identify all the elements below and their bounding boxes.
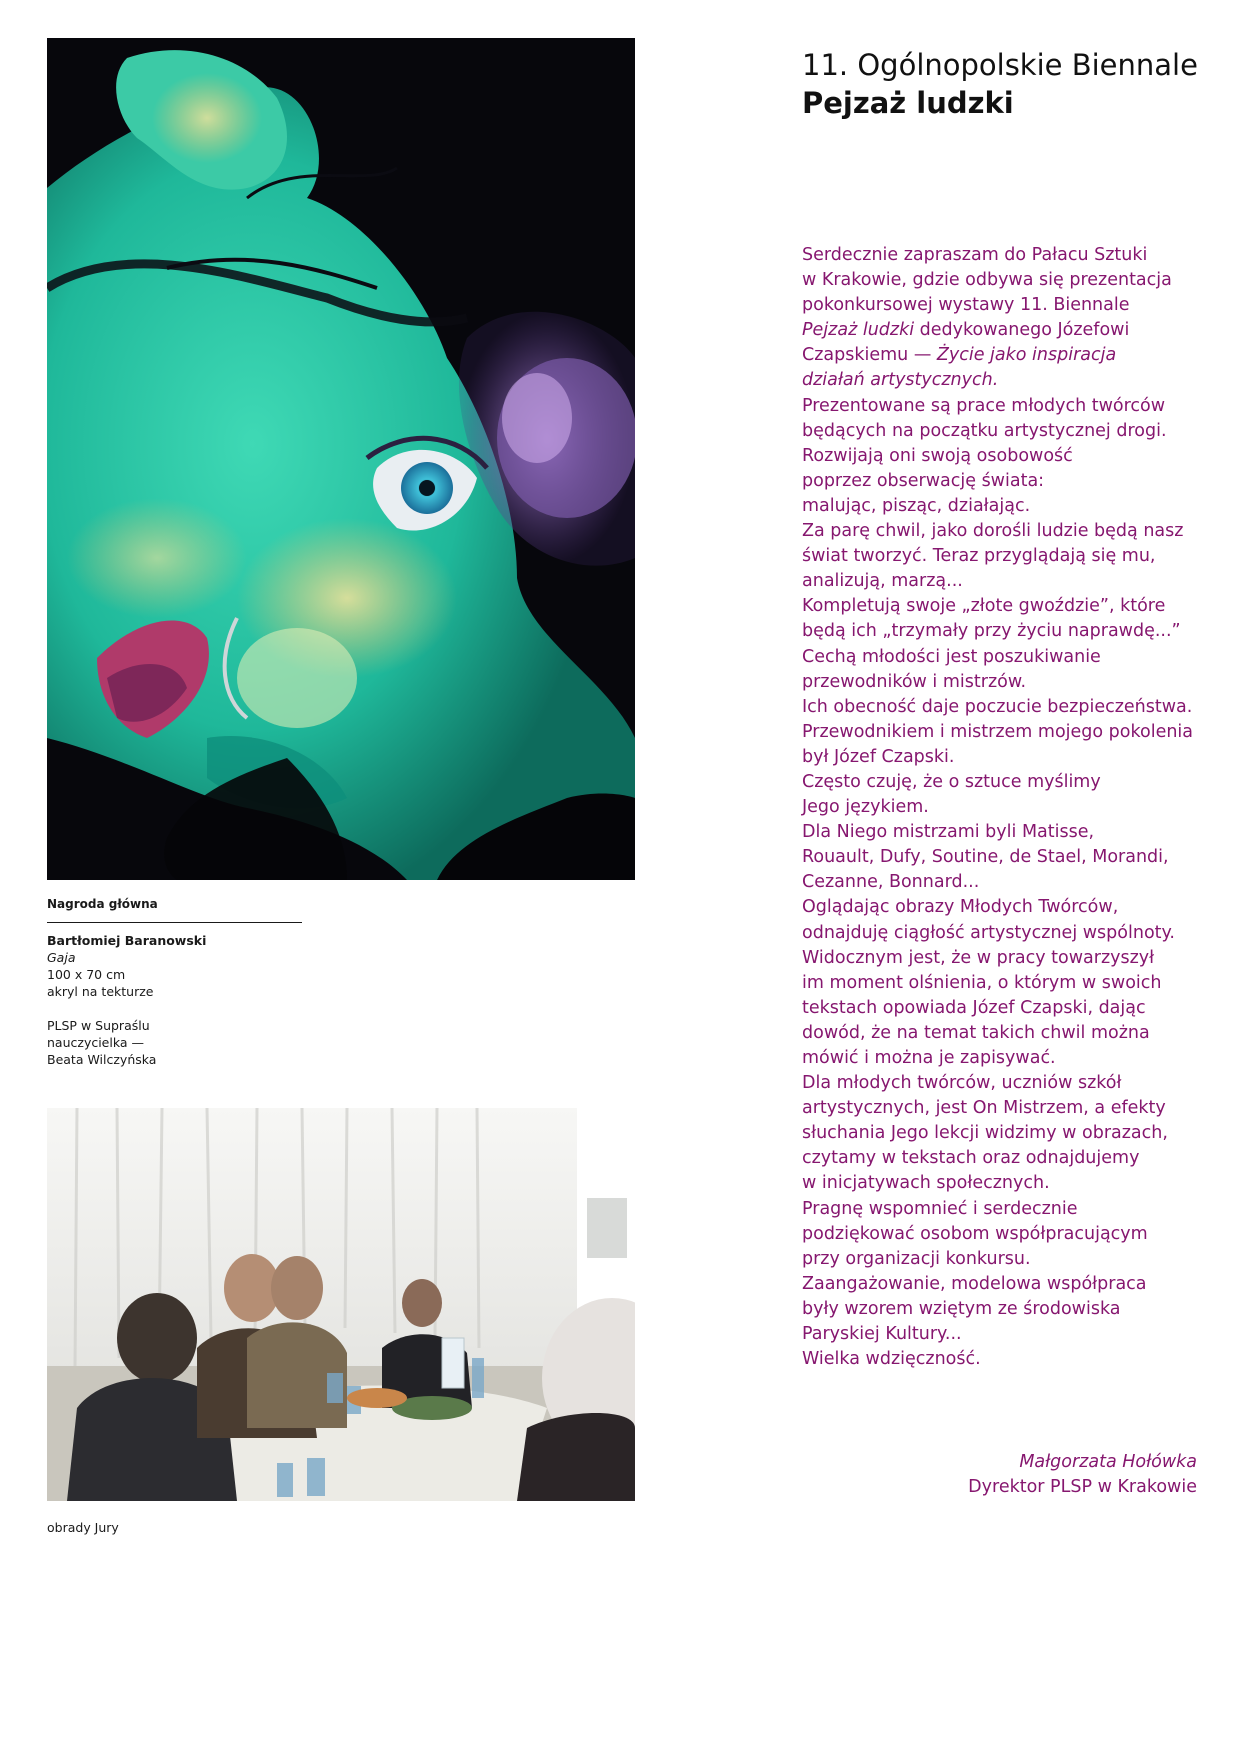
teacher-name: Beata Wilczyńska <box>47 1052 157 1067</box>
teacher-label: nauczycielka — <box>47 1035 144 1050</box>
body-line <box>802 1046 1202 1071</box>
body-line <box>802 745 1202 770</box>
body-line-text: w Krakowie, gdzie odbywa się prezentacja <box>802 270 1172 291</box>
body-line <box>802 870 1202 895</box>
body-line <box>802 293 1202 318</box>
body-line-text: Rozwijają oni swoją osobowość <box>802 445 1073 466</box>
body-line <box>802 1272 1202 1297</box>
body-line-text: Kompletują swoje „złote gwoździe”, które <box>802 596 1166 617</box>
body-line-text: przy organizacji konkursu. <box>802 1248 1031 1269</box>
body-line <box>802 619 1202 644</box>
body-line-text: Przewodnikiem i mistrzem mojego pokolenia <box>802 721 1194 742</box>
body-line-text: Pragnę wspomnieć i serdecznie <box>802 1198 1078 1219</box>
body-line-text: Oglądając obrazy Młodych Twórców, <box>802 897 1119 918</box>
body-line-text: przewodników i mistrzów. <box>802 671 1027 692</box>
artwork-caption <box>47 896 307 1068</box>
body-line <box>802 895 1202 920</box>
body-line-text: podziękować osobom współpracującym <box>802 1223 1148 1244</box>
artist-name: Bartłomiej Baranowski <box>47 933 207 948</box>
body-line <box>802 1021 1202 1046</box>
body-line <box>802 645 1202 670</box>
body-line-text: Często czuję, że o sztuce myślimy <box>802 771 1101 792</box>
body-line-text: słuchania Jego lekcji widzimy w obrazach, <box>802 1123 1168 1144</box>
body-line <box>802 318 1202 343</box>
body-line <box>802 243 1202 268</box>
body-line <box>802 795 1202 820</box>
body-line-text: artystycznych, jest On Mistrzem, a efekty <box>802 1098 1166 1119</box>
body-line <box>802 670 1202 695</box>
body-line-text: był Józef Czapski. <box>802 746 955 767</box>
body-line <box>802 1197 1202 1222</box>
work-dimensions: 100 x 70 cm <box>47 967 126 982</box>
body-line-text: odnajduję ciągłość artystycznej wspólnoty. <box>802 922 1175 943</box>
body-line <box>802 1071 1202 1096</box>
body-line <box>802 921 1202 946</box>
body-line <box>802 1146 1202 1171</box>
body-line-text: Za parę chwil, jako dorośli ludzie będą nasz <box>802 521 1184 542</box>
body-line-text: Rouault, Dufy, Soutine, de Stael, Morandi, <box>802 847 1169 868</box>
body-line-text: poprzez obserwację świata: <box>802 470 1045 491</box>
body-line-italic: Życie jako inspiracja <box>936 345 1117 366</box>
body-line <box>802 494 1202 519</box>
caption-gap <box>47 1000 307 1017</box>
body-line-text: dedykowanego Józefowi <box>914 320 1130 341</box>
body-line-text: malując, pisząc, działając. <box>802 495 1031 516</box>
body-line-text: Prezentowane są prace młodych twórców <box>802 395 1166 416</box>
work-title: Gaja <box>47 950 76 965</box>
body-line-text: Wielka wdzięczność. <box>802 1349 981 1370</box>
work-medium: akryl na tekturze <box>47 984 154 999</box>
body-line <box>802 569 1202 594</box>
body-line-text: Jego językiem. <box>802 797 929 818</box>
body-line <box>802 845 1202 870</box>
body-line <box>802 1247 1202 1272</box>
body-line-text: Czapskiemu — <box>802 345 937 366</box>
body-line <box>802 1347 1202 1372</box>
body-line-text: Widocznym jest, że w pracy towarzyszył <box>802 947 1155 968</box>
body-line-text: będących na początku artystycznej drogi. <box>802 420 1167 441</box>
body-line <box>802 544 1202 569</box>
body-line <box>802 946 1202 971</box>
award-label: Nagroda główna <box>47 897 158 911</box>
body-line <box>802 1322 1202 1347</box>
page-heading <box>802 46 1198 122</box>
page-subtitle: Pejzaż ludzki <box>802 86 1014 120</box>
page-title: 11. Ogólnopolskie Biennale <box>802 48 1198 82</box>
jury-photo <box>47 1108 635 1501</box>
body-line <box>802 469 1202 494</box>
body-line <box>802 1096 1202 1121</box>
body-line <box>802 720 1202 745</box>
body-line-text: Dla Niego mistrzami byli Matisse, <box>802 822 1095 843</box>
jury-photo-illustration <box>47 1108 635 1501</box>
body-line-text: analizują, marzą... <box>802 571 963 592</box>
body-line <box>802 1121 1202 1146</box>
body-line-text: Cechą młodości jest poszukiwanie <box>802 646 1101 667</box>
body-line-italic: działań artystycznych. <box>802 370 999 391</box>
body-line <box>802 394 1202 419</box>
body-line <box>802 971 1202 996</box>
body-line <box>802 996 1202 1021</box>
painting-illustration <box>47 38 635 880</box>
body-line-text: Paryskiej Kultury... <box>802 1324 962 1345</box>
body-line-text: Zaangażowanie, modelowa współpraca <box>802 1273 1147 1294</box>
body-line-text: mówić i można je zapisywać. <box>802 1048 1056 1068</box>
body-line <box>802 519 1202 544</box>
body-line <box>802 594 1202 619</box>
school-line: PLSP w Supraślu <box>47 1018 150 1033</box>
body-text <box>802 243 1202 1372</box>
body-line <box>802 343 1202 368</box>
body-line <box>802 1171 1202 1196</box>
signature <box>968 1450 1197 1500</box>
body-line <box>802 368 1202 393</box>
body-line-text: pokonkursowej wystawy 11. Biennale <box>802 295 1130 316</box>
body-line <box>802 444 1202 469</box>
body-line-text: Serdecznie zapraszam do Pałacu Sztuki <box>802 245 1148 265</box>
body-line <box>802 1297 1202 1322</box>
photo-caption: obrady Jury <box>47 1520 119 1535</box>
signature-name: Małgorzata Hołówka <box>1019 1452 1197 1472</box>
body-line-text: w inicjatywach społecznych. <box>802 1173 1050 1194</box>
body-line-text: tekstach opowiada Józef Czapski, dając <box>802 997 1146 1018</box>
body-line-text: Cezanne, Bonnard... <box>802 872 980 893</box>
body-line-text: im moment olśnienia, o którym w swoich <box>802 972 1162 993</box>
caption-divider <box>47 922 302 923</box>
body-line-text: będą ich „trzymały przy życiu naprawdę...” <box>802 621 1181 642</box>
body-line-text: Ich obecność daje poczucie bezpieczeństwa. <box>802 696 1193 717</box>
body-line <box>802 419 1202 444</box>
painting-image <box>47 38 635 880</box>
body-line-text: czytamy w tekstach oraz odnajdujemy <box>802 1148 1140 1169</box>
body-line <box>802 770 1202 795</box>
signature-role: Dyrektor PLSP w Krakowie <box>968 1477 1197 1497</box>
body-line <box>802 268 1202 293</box>
body-line-text: były wzorem wziętym ze środowiska <box>802 1298 1121 1319</box>
body-line-text: dowód, że na temat takich chwil można <box>802 1022 1150 1043</box>
body-line <box>802 820 1202 845</box>
body-line <box>802 1222 1202 1247</box>
body-line-italic: Pejzaż ludzki <box>802 320 915 341</box>
body-line <box>802 695 1202 720</box>
body-line-text: Dla młodych twórców, uczniów szkół <box>802 1073 1122 1094</box>
body-line-text: świat tworzyć. Teraz przyglądają się mu, <box>802 546 1156 567</box>
